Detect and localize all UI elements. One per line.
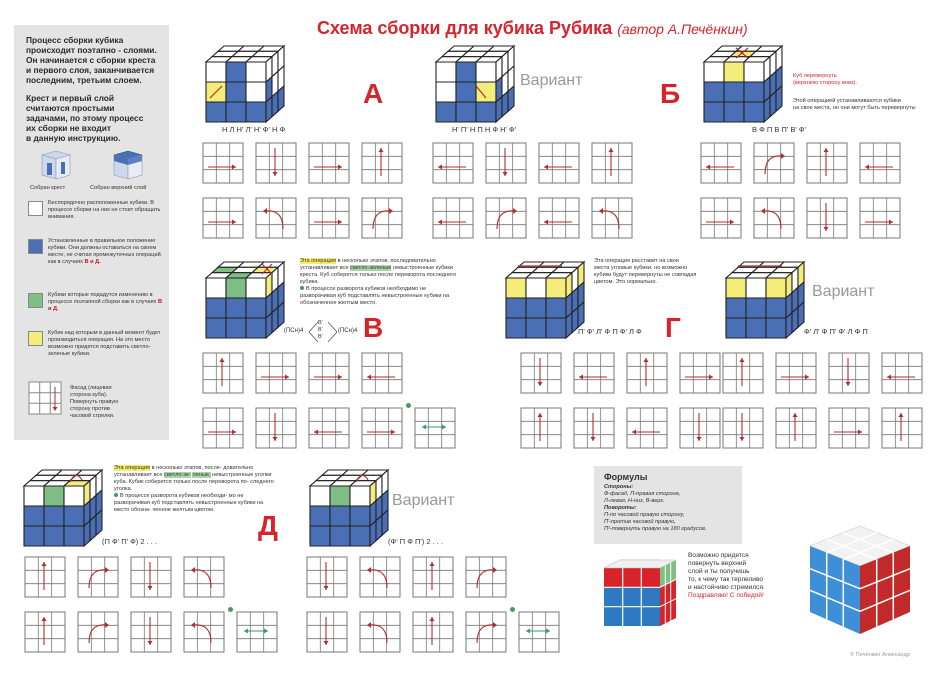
- cube-sticker: [724, 82, 744, 102]
- cube-sticker: [476, 62, 496, 82]
- move-grid: [359, 611, 401, 653]
- cube-sticker: [272, 91, 278, 116]
- cube-sticker: [64, 486, 84, 506]
- cube-sticker: [496, 97, 502, 122]
- move-grid: [485, 142, 527, 184]
- note-line: Этой операцией устанавливаются кубики: [793, 98, 901, 104]
- cube-sticker: [506, 278, 526, 298]
- note-text: мо не разворачивая куб подставлять: [114, 493, 244, 506]
- move-grid: [414, 407, 456, 449]
- note-text: следнего уголка.: [114, 479, 274, 492]
- intro2-line: задачами, по этому процесс: [26, 113, 144, 123]
- intro-line: последним, третьим слоем.: [26, 75, 142, 85]
- cube-sticker: [766, 318, 786, 338]
- move-grid: [361, 142, 403, 184]
- cube-sticker: [226, 102, 246, 122]
- intro2-line: Крест и первый слой: [26, 93, 115, 103]
- final-line: повернуть верхний: [688, 560, 747, 567]
- move-grid: [412, 611, 454, 653]
- section-letter-g: Г: [665, 312, 681, 343]
- move-grid: [859, 197, 901, 239]
- copyright: © Печёнкин Александр: [850, 652, 910, 658]
- cube-sticker: [744, 82, 764, 102]
- cube-sticker: [744, 102, 764, 122]
- rubik-cube-diagram: [202, 42, 292, 130]
- legend-swatch: [28, 239, 43, 254]
- move-grid: [591, 197, 633, 239]
- cube-d: [20, 466, 110, 559]
- move-grid: [202, 142, 244, 184]
- final-line: и настойчиво стремился.: [688, 584, 765, 591]
- moves-g-variant: Ф' Л' Ф П' Ф' Л Ф П: [804, 327, 868, 336]
- move-grid: [236, 611, 278, 653]
- move-grid: [485, 197, 527, 239]
- cube-sticker: [770, 91, 776, 116]
- variant-label-a: Вариант: [520, 72, 583, 89]
- cube-sticker: [436, 82, 456, 102]
- cube-sticker: [746, 278, 766, 298]
- move-grid: [183, 611, 225, 653]
- move-grid: [361, 352, 403, 394]
- move-grid: [538, 142, 580, 184]
- move-grid: [591, 142, 633, 184]
- variant-label-g: Вариант: [812, 283, 875, 300]
- cube-sticker: [44, 506, 64, 526]
- formulas-line: П'-против часовой правую,: [604, 519, 676, 525]
- note-d: [114, 465, 274, 514]
- move-grid: [306, 611, 348, 653]
- note-highlight: леные,: [192, 472, 211, 478]
- moves-v-post: (ПСн)4: [338, 328, 358, 334]
- rubik-cube-diagram: [306, 466, 396, 554]
- facade-line: Повернуть правую: [70, 399, 119, 405]
- moves-b: В Ф П В П' В' Ф': [752, 125, 806, 134]
- note-highlight: светло-зе-: [164, 472, 191, 478]
- cube-sticker: [266, 313, 272, 338]
- cube-sticker: [578, 302, 584, 327]
- cube-sticker: [24, 526, 44, 546]
- green-dot-icon: [510, 607, 515, 612]
- cube-sticker: [704, 82, 724, 102]
- cube-sticker: [246, 318, 266, 338]
- cube-sticker: [526, 318, 546, 338]
- cube-sticker: [456, 82, 476, 102]
- move-grid: [202, 352, 244, 394]
- move-grid: [77, 611, 119, 653]
- move-grid: [183, 556, 225, 598]
- cube-sticker: [436, 62, 456, 82]
- moves-v-pre: (ПСн)4: [284, 328, 304, 334]
- note-line: места угловые кубики, но возможно: [594, 265, 688, 271]
- final-line: Возможно придется: [688, 552, 749, 559]
- title-author: (автор А.Печёнкин): [617, 21, 748, 37]
- moves-d: (П Ф' П' Ф) 2 . . .: [102, 537, 158, 546]
- move-grid: [700, 142, 742, 184]
- cube-sticker: [766, 278, 786, 298]
- cube-sticker: [764, 97, 770, 122]
- move-grid: [573, 407, 615, 449]
- cube-a-variant: [432, 42, 522, 135]
- cube-sticker: [266, 97, 272, 122]
- top-layer-cube-icon: [108, 149, 148, 181]
- facade-line: сторона куба).: [70, 392, 108, 398]
- cube-sticker: [44, 486, 64, 506]
- final-line: слой и ты получишь: [688, 568, 750, 575]
- rubik-cube-diagram: [202, 258, 292, 346]
- intro2-line: в данную инструкцию.: [26, 133, 121, 143]
- move-grid: [538, 197, 580, 239]
- intro-line: Он начинается с сборки креста: [26, 55, 156, 65]
- cube-sticker: [726, 318, 746, 338]
- legend-text: Кубик над которым в данный момент будет производиться операция. На это место возможно придется подставить светло-зеленые кубики.: [48, 330, 161, 357]
- note-highlight: Эта операция: [300, 258, 337, 264]
- green-dot-icon: [406, 403, 411, 408]
- cube-sticker: [24, 506, 44, 526]
- cube-sticker: [436, 102, 456, 122]
- cube-sticker: [226, 278, 246, 298]
- almost-solved-cube: [600, 558, 684, 630]
- move-grid: [775, 352, 817, 394]
- rubik-cube-diagram: [722, 258, 812, 346]
- cube-sticker: [704, 102, 724, 122]
- cube-sticker: [506, 318, 526, 338]
- move-grid: [361, 197, 403, 239]
- note-line: кубики будут перевернуты не совпадая: [594, 272, 697, 278]
- cube-sticker: [206, 298, 226, 318]
- move-grid: [361, 407, 403, 449]
- cube-sticker: [724, 62, 744, 82]
- move-grid: [573, 352, 615, 394]
- cube-sticker: [746, 298, 766, 318]
- move-grid: [24, 611, 66, 653]
- cube-sticker: [456, 62, 476, 82]
- move-grid: [130, 611, 172, 653]
- move-grid: [255, 197, 297, 239]
- note-line: (верхнюю сторону вниз).: [793, 80, 857, 86]
- move-grid: [828, 352, 870, 394]
- cube-sticker: [272, 307, 278, 332]
- section-letter-d: Д: [258, 510, 278, 541]
- cube-sticker: [456, 102, 476, 122]
- move-grid: [806, 197, 848, 239]
- final-line: то, к чему так терпеливо: [688, 576, 764, 583]
- cube-sticker: [278, 302, 284, 327]
- cube-sticker: [502, 91, 508, 116]
- intro2-line: считаются простыми: [26, 103, 115, 113]
- intro-line: Процесс сборки кубика: [26, 35, 124, 45]
- note-highlight: светло-зеленые: [350, 265, 392, 271]
- intro-line: происходит поэтапно - слоями.: [26, 45, 157, 55]
- cube-sticker: [526, 298, 546, 318]
- note-text: только после переворота последнего кубика.: [300, 272, 457, 285]
- note-text: устанавливает все: [300, 265, 349, 271]
- move-grid: [202, 407, 244, 449]
- move-grid: [881, 407, 923, 449]
- rubik-cube-diagram: [432, 42, 522, 130]
- note-b-flip: [793, 73, 857, 87]
- cube-sticker: [726, 278, 746, 298]
- section-letter-v: В: [363, 312, 384, 343]
- facade-line: часовой стрелки.: [70, 413, 115, 419]
- move-grid: [679, 407, 721, 449]
- formulas-body: [604, 484, 706, 533]
- note-line: цветом. Это нормально.: [594, 279, 657, 285]
- cube-sticker: [206, 62, 226, 82]
- legend-swatch: [28, 201, 43, 216]
- facade-line: Фасад (лицевая: [70, 385, 112, 391]
- move-grid: [432, 142, 474, 184]
- formulas-line: Л-левая, Н-низ, В-верх.: [604, 498, 665, 504]
- cube-sticker: [786, 313, 792, 338]
- cube-g-variant: [722, 258, 812, 351]
- note-text: соберется только после переворота по-: [145, 479, 249, 485]
- note-line: на свое места, но они могут быть перевернуты: [793, 105, 916, 111]
- move-grid: [306, 556, 348, 598]
- move-grid: [465, 556, 507, 598]
- move-grid: [308, 407, 350, 449]
- sidebar: [14, 25, 169, 440]
- cube-sticker: [350, 486, 370, 506]
- cross-label: Собран крест: [30, 185, 66, 191]
- formulas-line: П-по часовой правую сторону,: [604, 512, 685, 518]
- cube-sticker: [84, 521, 90, 546]
- cube-sticker: [310, 526, 330, 546]
- page-title: [317, 18, 748, 39]
- move-grid: [130, 556, 172, 598]
- cube-sticker: [246, 298, 266, 318]
- note-text: довательно устанавливает все: [114, 465, 254, 478]
- cube-sticker: [226, 62, 246, 82]
- cube-sticker: [310, 486, 330, 506]
- note-b-desc: [793, 98, 915, 112]
- move-grid: [881, 352, 923, 394]
- move-grid: [520, 352, 562, 394]
- final-text: [688, 552, 788, 600]
- formulas-box: [594, 466, 742, 544]
- cube-sticker: [350, 526, 370, 546]
- cube-sticker: [766, 298, 786, 318]
- formulas-turns-heading: Повороты:: [604, 505, 637, 511]
- cube-b: [700, 42, 790, 135]
- cube-sticker: [64, 506, 84, 526]
- move-grid: [308, 352, 350, 394]
- rubik-cube-diagram: [20, 466, 110, 554]
- cube-sticker: [476, 102, 496, 122]
- cube-sticker: [566, 313, 572, 338]
- cube-sticker: [278, 86, 284, 111]
- cube-a: [202, 42, 292, 135]
- note-text: в несколько этапов, после-: [151, 465, 222, 471]
- move-grid: [679, 352, 721, 394]
- move-grid: [255, 142, 297, 184]
- cross-cube-icon: [36, 149, 76, 181]
- cube-d-variant: [306, 466, 396, 559]
- cube-sticker: [330, 526, 350, 546]
- section-letter-a: А: [363, 78, 384, 109]
- formulas-sides-heading: Стороны:: [604, 484, 634, 490]
- legend-swatch: [28, 331, 43, 346]
- cube-sticker: [310, 506, 330, 526]
- cube-sticker: [350, 506, 370, 526]
- cube-sticker: [746, 318, 766, 338]
- note-g: [594, 258, 714, 286]
- move-grid: [412, 556, 454, 598]
- cube-sticker: [546, 278, 566, 298]
- note-highlight: Эта операция: [114, 465, 151, 471]
- cube-sticker: [546, 298, 566, 318]
- move-grid: [700, 197, 742, 239]
- move-grid: [753, 197, 795, 239]
- intro-line: и первого слоя, заканчивается: [26, 65, 155, 75]
- mid-move: В': [318, 320, 323, 326]
- solved-cube: [800, 522, 920, 640]
- note-line: Куб перевернуть: [793, 73, 837, 79]
- mid-move: В': [318, 334, 323, 340]
- moves-a: Н Л Н' Л' Н' Ф' Н Ф: [222, 125, 286, 134]
- cube-sticker: [246, 278, 266, 298]
- cube-sticker: [476, 82, 496, 102]
- note-v: [300, 258, 462, 307]
- cube-sticker: [206, 102, 226, 122]
- moves-a-variant: Н' П' Н П Н Ф Н' Ф': [452, 125, 517, 134]
- mid-move: В': [318, 327, 323, 333]
- move-grid: [775, 407, 817, 449]
- move-grid: [722, 352, 764, 394]
- top-layer-label: Собран верхний слой: [90, 185, 147, 191]
- cube-v: [202, 258, 292, 351]
- cube-sticker: [226, 298, 246, 318]
- note-text: кубики на обозначенное желтым место.: [300, 293, 450, 306]
- note-text: разворачивая куб подставлять невыстроенные: [300, 293, 423, 299]
- cube-sticker: [704, 62, 724, 82]
- legend-swatch: [28, 293, 43, 308]
- title-main: Схема сборки для кубика Рубика: [317, 18, 613, 38]
- cube-sticker: [508, 86, 514, 111]
- facade-line: сторону против: [70, 406, 110, 412]
- cube-sticker: [382, 510, 388, 535]
- move-grid: [308, 142, 350, 184]
- cube-sticker: [246, 102, 266, 122]
- note-text: В процессе разворота кубиков необходи-: [120, 493, 228, 499]
- cube-sticker: [526, 278, 546, 298]
- legend-text: Установленные в правильное положение кубики. Они должны оставаться на своем месте, не считая промежуточных операций как в случаях В и Д.: [48, 238, 161, 265]
- sidebar-intro: [26, 35, 164, 85]
- moves-v-mid: [318, 320, 323, 341]
- move-grid: [859, 142, 901, 184]
- cube-sticker: [776, 86, 782, 111]
- cube-sticker: [206, 278, 226, 298]
- cube-sticker: [90, 515, 96, 540]
- cube-sticker: [330, 486, 350, 506]
- moves-d-variant: (Ф' П Ф П') 2 . . .: [388, 537, 444, 546]
- note-line: Эта операция расставит на свои: [594, 258, 679, 264]
- bullet-icon: [300, 286, 304, 290]
- move-grid: [359, 556, 401, 598]
- facade-grid: [28, 381, 62, 415]
- cube-sticker: [370, 521, 376, 546]
- note-text: невыстроенные уголки куба. Кубик: [114, 472, 272, 485]
- move-grid: [722, 407, 764, 449]
- move-grid: [308, 197, 350, 239]
- move-grid: [518, 611, 560, 653]
- intro2-line: их сборки не входит: [26, 123, 111, 133]
- move-grid: [432, 197, 474, 239]
- congrats-text: Поздравляю! С победой!: [688, 592, 764, 599]
- legend-text: Беспорядочно расположенные кубики. В процессе сборки на них не стоит обращать внимания.: [48, 200, 161, 220]
- cube-sticker: [206, 318, 226, 338]
- note-text: ченное желтым цветом.: [152, 507, 215, 513]
- note-text: невыстроенные кубики креста. Куб соберется: [300, 265, 454, 278]
- cube-sticker: [744, 62, 764, 82]
- move-grid: [753, 142, 795, 184]
- move-grid: [828, 407, 870, 449]
- move-grid: [520, 407, 562, 449]
- legend-text: Кубики которые подадутся изменению в процессе поэтапной сборки как в случаях В и Д.: [48, 292, 163, 312]
- note-text: В процессе разворота кубиков необходимо не: [306, 286, 427, 292]
- move-grid: [806, 142, 848, 184]
- sidebar-intro2: [26, 93, 164, 143]
- cube-sticker: [792, 307, 798, 332]
- move-grid: [77, 556, 119, 598]
- variant-label-d: Вариант: [392, 492, 455, 509]
- cube-sticker: [226, 82, 246, 102]
- cube-sticker: [44, 526, 64, 546]
- move-grid: [626, 352, 668, 394]
- formulas-line: Ф-фасад, П-правая сторона,: [604, 491, 681, 497]
- move-grid: [626, 407, 668, 449]
- formulas-line: П²-повернуть правую на 180 градусов.: [604, 526, 707, 532]
- move-grid: [202, 197, 244, 239]
- rubik-cube-diagram: [700, 42, 790, 130]
- cube-sticker: [330, 506, 350, 526]
- section-letter-b: Б: [660, 78, 681, 109]
- note-text: в несколько этапов, последовательно: [337, 258, 436, 264]
- cube-sticker: [726, 298, 746, 318]
- cube-sticker: [226, 318, 246, 338]
- cube-sticker: [246, 82, 266, 102]
- cube-sticker: [798, 302, 804, 327]
- cube-sticker: [64, 526, 84, 546]
- cube-sticker: [724, 102, 744, 122]
- cube-sticker: [506, 298, 526, 318]
- cube-sticker: [24, 486, 44, 506]
- moves-g: П' Ф' Л' Ф П Ф' Л Ф: [578, 327, 642, 336]
- green-dot-icon: [228, 607, 233, 612]
- move-grid: [255, 352, 297, 394]
- cube-g: [502, 258, 592, 351]
- move-grid: [24, 556, 66, 598]
- facade-text: [70, 385, 160, 420]
- move-grid: [465, 611, 507, 653]
- cube-sticker: [376, 515, 382, 540]
- cube-sticker: [246, 62, 266, 82]
- cube-sticker: [546, 318, 566, 338]
- bullet-icon: [114, 493, 118, 497]
- formulas-title: Формулы: [604, 472, 648, 482]
- cube-sticker: [96, 510, 102, 535]
- move-grid: [255, 407, 297, 449]
- note-text: невыстроенные кубики на место обозна-: [114, 500, 264, 513]
